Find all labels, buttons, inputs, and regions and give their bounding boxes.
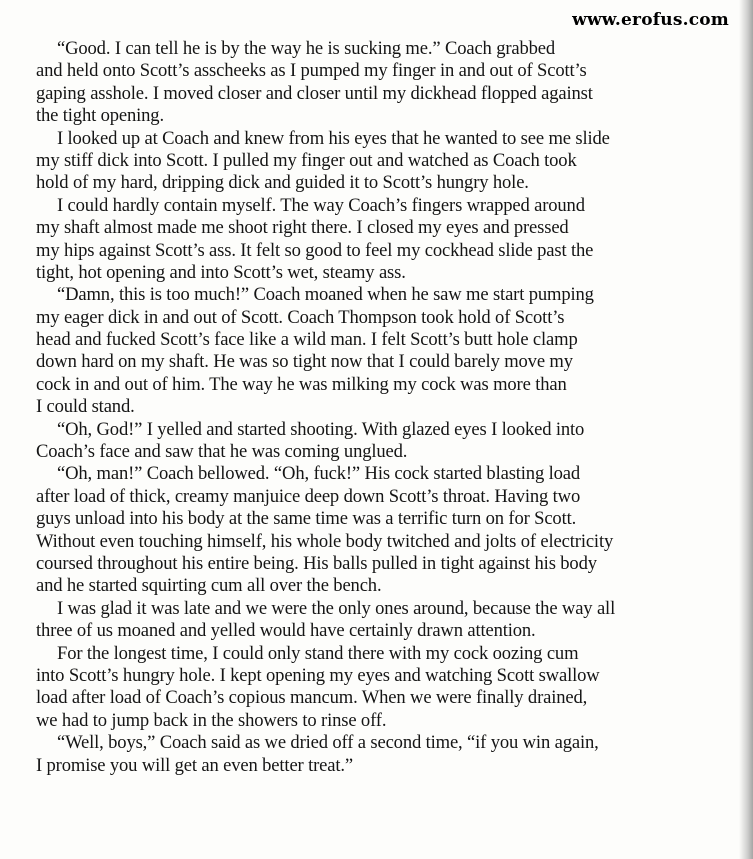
text-line: I promise you will get an even better treat.”	[36, 754, 353, 776]
text-line: we had to jump back in the showers to rinse off.	[36, 709, 387, 731]
text-line: I looked up at Coach and knew from his eyes that he wanted to see me slide	[57, 127, 610, 149]
site-watermark: www.erofus.com	[572, 10, 729, 30]
text-line: my hips against Scott’s ass. It felt so good to feel my cockhead slide past the	[36, 239, 594, 261]
text-line: gaping asshole. I moved closer and closer until my dickhead flopped against	[36, 82, 593, 104]
text-line: I could hardly contain myself. The way Coach’s fingers wrapped around	[57, 194, 585, 216]
text-line: cock in and out of him. The way he was milking my cock was more than	[36, 373, 567, 395]
text-line: and he started squirting cum all over the bench.	[36, 575, 382, 597]
text-line: down hard on my shaft. He was so tight now that I could barely move my	[36, 351, 573, 373]
text-line: tight, hot opening and into Scott’s wet, steamy ass.	[36, 261, 406, 283]
text-line: my eager dick in and out of Scott. Coach Thompson took hold of Scott’s	[36, 306, 565, 328]
text-line: “Oh, God!” I yelled and started shooting. With glazed eyes I looked into	[57, 418, 585, 440]
text-line: load after load of Coach’s copious mancum. When we were finally drained,	[36, 687, 588, 709]
text-line: my stiff dick into Scott. I pulled my finger out and watched as Coach took	[36, 149, 577, 171]
text-line: “Damn, this is too much!” Coach moaned when he saw me start pumping	[57, 284, 594, 306]
story-text	[36, 38, 726, 777]
text-line: three of us moaned and yelled would have certainly drawn attention.	[36, 620, 536, 642]
text-line: “Well, boys,” Coach said as we dried off a second time, “if you win again,	[57, 732, 599, 754]
text-line: Without even touching himself, his whole body twitched and jolts of electricity	[36, 530, 614, 552]
text-line: my shaft almost made me shoot right there. I closed my eyes and pressed	[36, 217, 569, 239]
text-line: I could stand.	[36, 396, 135, 418]
text-line: after load of thick, creamy manjuice deep down Scott’s throat. Having two	[36, 485, 581, 507]
text-line: “Good. I can tell he is by the way he is sucking me.” Coach grabbed	[57, 38, 556, 59]
text-line: and held onto Scott’s asscheeks as I pumped my finger in and out of Scott’s	[36, 60, 587, 82]
text-line: head and fucked Scott’s face like a wild man. I felt Scott’s butt hole clamp	[36, 329, 578, 351]
text-line: into Scott’s hungry hole. I kept opening my eyes and watching Scott swallow	[36, 664, 600, 686]
text-line: the tight opening.	[36, 105, 164, 127]
text-line: coursed throughout his entire being. His balls pulled in tight against his body	[36, 552, 597, 574]
text-line: “Oh, man!” Coach bellowed. “Oh, fuck!” His cock started blasting load	[57, 463, 581, 485]
text-line: guys unload into his body at the same time was a terrific turn on for Scott.	[36, 508, 577, 530]
text-line: Coach’s face and saw that he was coming unglued.	[36, 441, 408, 463]
text-line: For the longest time, I could only stand there with my cock oozing cum	[57, 642, 579, 664]
text-line: hold of my hard, dripping dick and guided it to Scott’s hungry hole.	[36, 172, 529, 194]
text-line: I was glad it was late and we were the only ones around, because the way all	[57, 597, 616, 619]
